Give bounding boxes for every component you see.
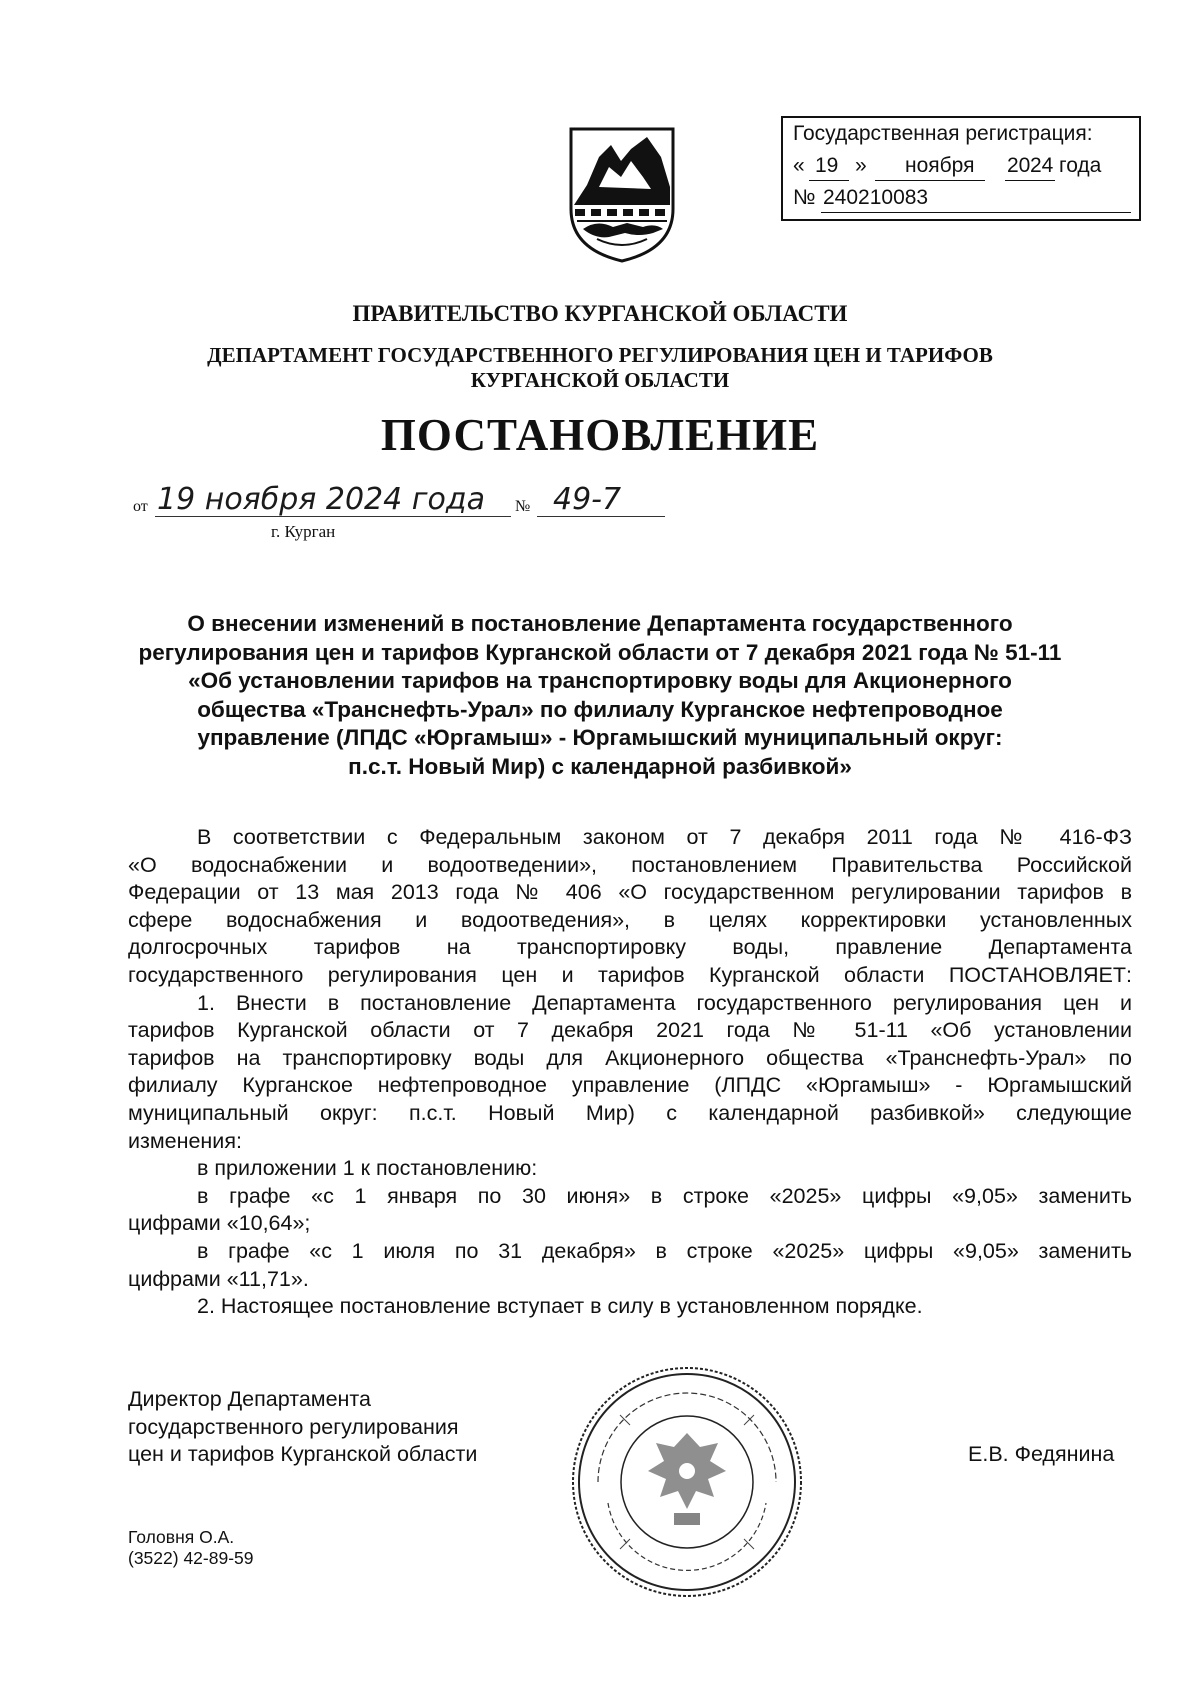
coat-of-arms-icon [569, 127, 675, 263]
handwritten-number: 49-7 [553, 482, 622, 517]
registration-month: ноября [905, 154, 975, 177]
signer-title-line: государственного регулирования [128, 1414, 459, 1439]
document-subject [130, 610, 1070, 781]
body-line: филиалу Курганское нефтепроводное управление (ЛПДС «Юргамыш» - Юргамышский [128, 1073, 1132, 1098]
registration-quote-open: « [793, 154, 805, 177]
body-line: Федерации от 13 мая 2013 года № 406 «О государственном регулировании тарифов в [128, 880, 1132, 905]
department-title-line-1: ДЕПАРТАМЕНТ ГОСУДАРСТВЕННОГО РЕГУЛИРОВАНИЯ ЦЕН И ТАРИФОВ [207, 343, 993, 367]
body-line: «О водоснабжении и водоотведении», постановлением Правительства Российской [128, 852, 1132, 877]
registration-day: 19 [815, 154, 839, 177]
body-line: 1. Внести в постановление Департамента государственного регулирования цен и [197, 990, 1132, 1015]
subject-line: О внесении изменений в постановление Департамента государственного [187, 611, 1013, 636]
signer-title-line: Директор Департамента [128, 1387, 371, 1411]
body-line: тарифов на транспортировку воды для Акционерного общества «Транснефть-Урал» по [128, 1045, 1132, 1070]
department-title-line-2: КУРГАНСКОЙ ОБЛАСТИ [470, 368, 730, 392]
body-line: в графе «с 1 января по 30 июня» в строке «2025» цифры «9,05» заменить [197, 1183, 1132, 1208]
executor-phone: (3522) 42-89-59 [128, 1548, 254, 1568]
registration-year-suffix: 24 [1030, 154, 1054, 177]
number-label: № [515, 498, 531, 515]
registration-label: Государственная регистрация: [793, 122, 1093, 145]
registration-year-prefix: 20 [1007, 154, 1031, 177]
registration-number-sign: № [793, 186, 816, 209]
body-line: долгосрочных тарифов на транспортировку воды, правление Департамента [128, 935, 1132, 960]
body-line: в графе «с 1 июля по 31 декабря» в строке «2025» цифры «9,05» заменить [197, 1238, 1132, 1263]
city-label: г. Курган [271, 522, 336, 541]
executor-name: Головня О.А. [128, 1527, 235, 1547]
signer-name: Е.В. Федянина [968, 1442, 1115, 1466]
body-line: В соответствии с Федеральным законом от 7 декабря 2011 года № 416-ФЗ [197, 825, 1132, 849]
registration-box [781, 116, 1141, 221]
document-body [128, 824, 1132, 1321]
subject-line: п.с.т. Новый Мир) с календарной разбивкой» [348, 753, 852, 779]
registration-number: 240210083 [823, 186, 929, 209]
subject-line: общества «Транснефть-Урал» по филиалу Курганское нефтепроводное [197, 696, 1003, 722]
date-from-label: от [133, 498, 148, 515]
subject-line: управление (ЛПДС «Юргамыш» - Юргамышский муниципальный округ: [197, 725, 1003, 750]
body-line: муниципальный округ: п.с.т. Новый Мир) с календарной разбивкой» следующие [128, 1100, 1132, 1125]
document-type-title: ПОСТАНОВЛЕНИЕ [380, 410, 820, 460]
registration-number-line [793, 186, 1133, 214]
handwritten-date: 19 ноября 2024 года [157, 482, 485, 517]
executor-contact [128, 1527, 254, 1569]
body-line: цифрами «10,64»; [128, 1211, 311, 1236]
body-line: сфере водоснабжения и водоотведения», в целях корректировки установленных [128, 907, 1132, 932]
body-line: 2. Настоящее постановление вступает в силу в установленном порядке. [197, 1294, 923, 1319]
registration-year-word: года [1059, 154, 1102, 177]
body-line: изменения: [128, 1128, 242, 1153]
government-title: ПРАВИТЕЛЬСТВО КУРГАНСКОЙ ОБЛАСТИ [352, 301, 848, 326]
registration-quote-close: » [855, 154, 867, 177]
body-line: цифрами «11,71». [128, 1266, 309, 1291]
registration-date [793, 154, 1133, 182]
subject-line: регулирования цен и тарифов Курганской области от 7 декабря 2021 года № 51-11 [138, 639, 1062, 665]
body-line: тарифов Курганской области от 7 декабря 2021 года № 51-11 «Об установлении [128, 1018, 1132, 1043]
official-seal-icon [568, 1363, 806, 1601]
subject-line: «Об установлении тарифов на транспортировку воды для Акционерного [188, 668, 1012, 693]
body-line: государственного регулирования цен и тарифов Курганской области ПОСТАНОВЛЯЕТ: [128, 962, 1132, 987]
date-number-line [133, 484, 733, 554]
signer-title [128, 1386, 477, 1469]
signer-title-line: цен и тарифов Курганской области [128, 1442, 478, 1467]
body-line: в приложении 1 к постановлению: [197, 1156, 538, 1181]
